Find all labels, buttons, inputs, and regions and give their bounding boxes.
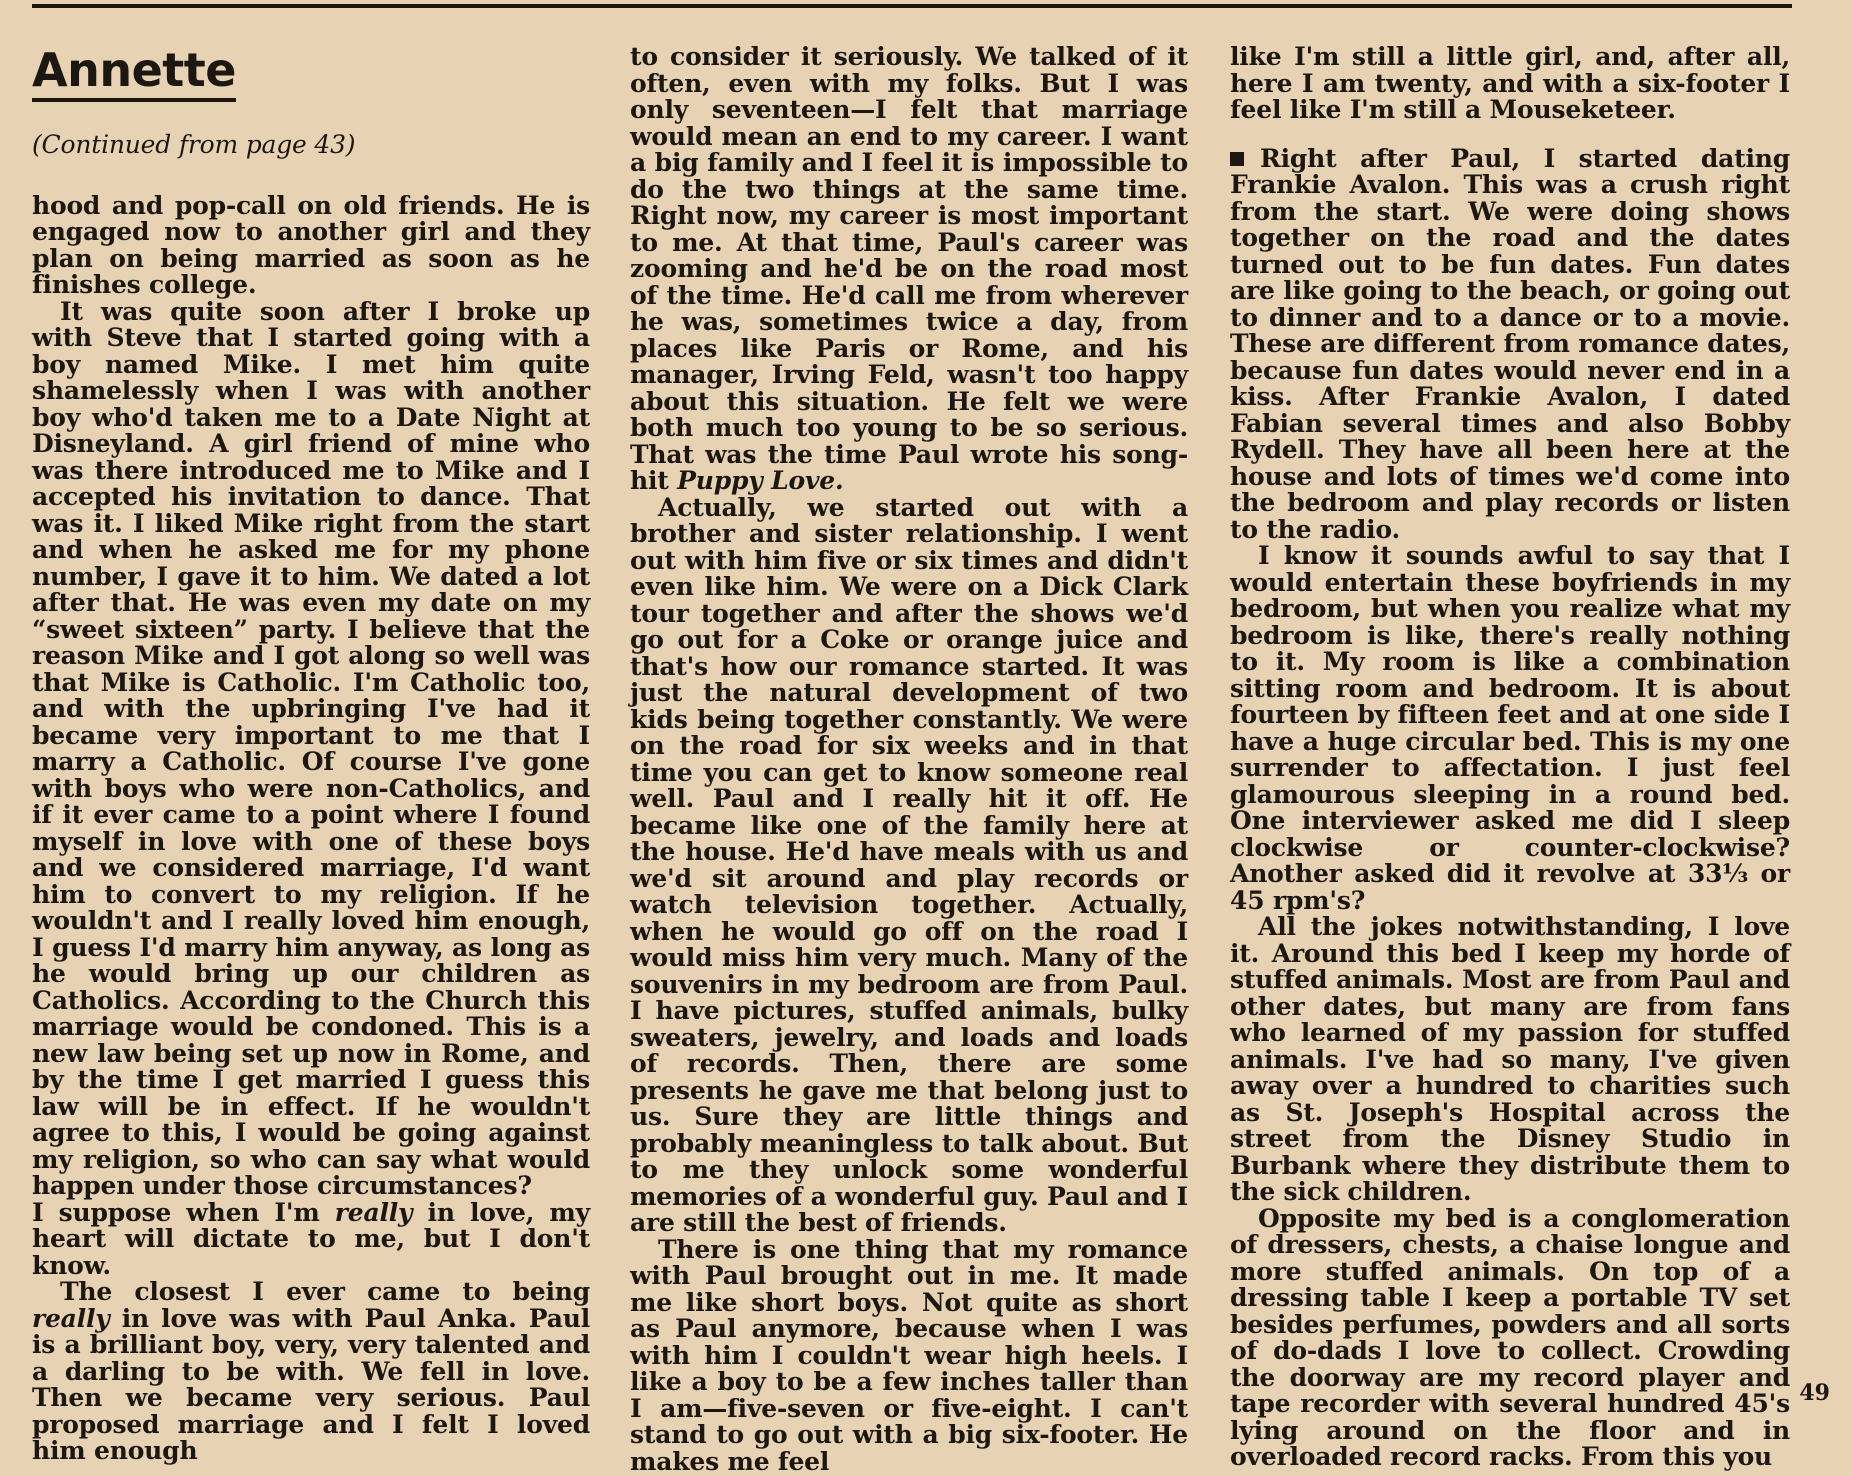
column-3 [1230,44,1790,1471]
section-bullet-icon [1230,152,1244,166]
continued-note: (Continued from page 43) [32,130,356,159]
paragraph: I know it sounds awful to say that I would entertain these boyfriends in my bedroom, but when you realize what my bedroom is like, there's really nothing to it. My room is like a combination sitting room and bedroom. It is about fourteen by fifteen feet and at one side I have a huge circular bed. This is my one surrender to affectation. I just feel glamourous sleeping in a round bed. One interviewer asked me did I sleep clockwise or counter-clockwise? Another asked did it revolve at 33⅓ or 45 rpm's? [1230,541,1790,915]
article-title: Annette [32,44,236,102]
paragraph: Opposite my bed is a conglomeration of dressers, chests, a chaise longue and more stuffed animals. On top of a dressing table I keep a portable TV set besides perfumes, powders and all sorts of do-dads I love to collect. Crowding the doorway are my record player and tape recorder with several hundred 45's lying around on the floor and in overloaded record racks. From this you [1230,1203,1790,1471]
column-2 [630,44,1188,1475]
top-rule [32,4,1792,8]
paragraph: Actually, we started out with a brother and sister relationship. I went out with him five or six times and didn't even like him. We were on a Dick Clark tour together and after the shows we'd go out for a Coke or orange juice and that's how our romance started. It was just the natural development of two kids being together constantly. We were on the road for six weeks and in that time you can get to know someone real well. Paul and I really hit it off. He became like one of the family here at the house. He'd have meals with us and we'd sit around and play records or watch television together. Actually, when he would go off on the road I would miss him very much. Many of the souvenirs in my bedroom are from Paul. I have pictures, stuffed animals, bulky sweaters, jewelry, and loads and loads of records. Then, there are some presents he gave me that belong just to us. Sure they are little things and probably meaningless to talk about. But to me they unlock some wonderful memories of a wonderful guy. Paul and I are still the best of friends. [630,492,1188,1237]
paragraph: The closest I ever came to being really in love was with Paul Anka. Paul is a brilliant boy, very, very talented and a darling to be with. We fell in love. Then we became very serious. Paul proposed marriage and I felt I loved him enough [32,1277,590,1465]
page-number: 49 [1799,1380,1830,1406]
paragraph: hood and pop-call on old friends. He is engaged now to another girl and they plan on being married as soon as he finishes college. [32,190,590,299]
paragraph: There is one thing that my romance with Paul brought out in me. It made me like short boys. Not quite as short as Paul anymore, because when I was with him I couldn't wear high heels. I like a boy to be a few inches taller than I am—five-seven or five-eight. I can't stand to go out with a big six-footer. He makes me feel [630,1234,1188,1476]
paragraph: like I'm still a little girl, and, after all, here I am twenty, and with a six-footer I feel like I'm still a Mouseketeer. [1230,42,1790,124]
paragraph: to consider it seriously. We talked of it often, even with my folks. But I was only seventeen—I felt that marriage would mean an end to my career. I want a big family and I feel it is impossible to do the two things at the same time. Right now, my career is most important to me. At that time, Paul's career was zooming and he'd be on the road most of the time. He'd call me from wherever he was, sometimes twice a day, from places like Paris or Rome, and his manager, Irving Feld, wasn't too happy about this situation. He felt we were both much too young to be so serious. That was the time Paul wrote his song-hit Puppy Love. [630,42,1188,495]
paragraph: I suppose when I'm really in love, my heart will dictate to me, but I don't know. [32,1197,591,1280]
paragraph: Right after Paul, I started dating Frankie Avalon. This was a crush right from the start. We were doing shows together on the road and the dates turned out to be fun dates. Fun dates are like going to the beach, or going out to dinner and to a dance or to a movie. These are different from romance dates, because fun dates would never end in a kiss. After Frankie Avalon, I dated Fabian several times and also Bobby Rydell. They have all been here at the house and lots of times we'd come into the bedroom and play records or listen to the radio. [1230,143,1790,544]
paragraph: All the jokes notwithstanding, I love it. Around this bed I keep my horde of stuffed animals. Most are from Paul and other dates, but many are from fans who learned of my passion for stuffed animals. I've had so many, I've given away over a hundred to charities such as St. Joseph's Hospital across the street from the Disney Studio in Burbank where they distribute them to the sick children. [1230,912,1790,1206]
paragraph: It was quite soon after I broke up with Steve that I started going with a boy named Mike. I met him quite shamelessly when I was with another boy who'd taken me to a Date Night at Disneyland. A girl friend of mine who was there introduced me to Mike and I accepted his invitation to dance. That was it. I liked Mike right from the start and when he asked me for my phone number, I gave it to him. We dated a lot after that. He was even my date on my “sweet sixteen” party. I believe that the reason Mike and I got along so well was that Mike is Catholic. I'm Catholic too, and with the upbringing I've had it became very important to me that I marry a Catholic. Of course I've gone with boys who were non-Catholics, and if it ever came to a point where I found myself in love with one of these boys and we considered marriage, I'd want him to convert to my religion. If he wouldn't and I really loved him enough, I guess I'd marry him anyway, as long as he would bring up our children as Catholics. According to the Church this marriage would be condoned. This is a new law being set up now in Rome, and by the time I get married I guess this law will be in effect. If he wouldn't agree to this, I would be going against my religion, so who can say what would happen under those circumstances? [32,296,590,1200]
column-1 [32,44,590,1465]
